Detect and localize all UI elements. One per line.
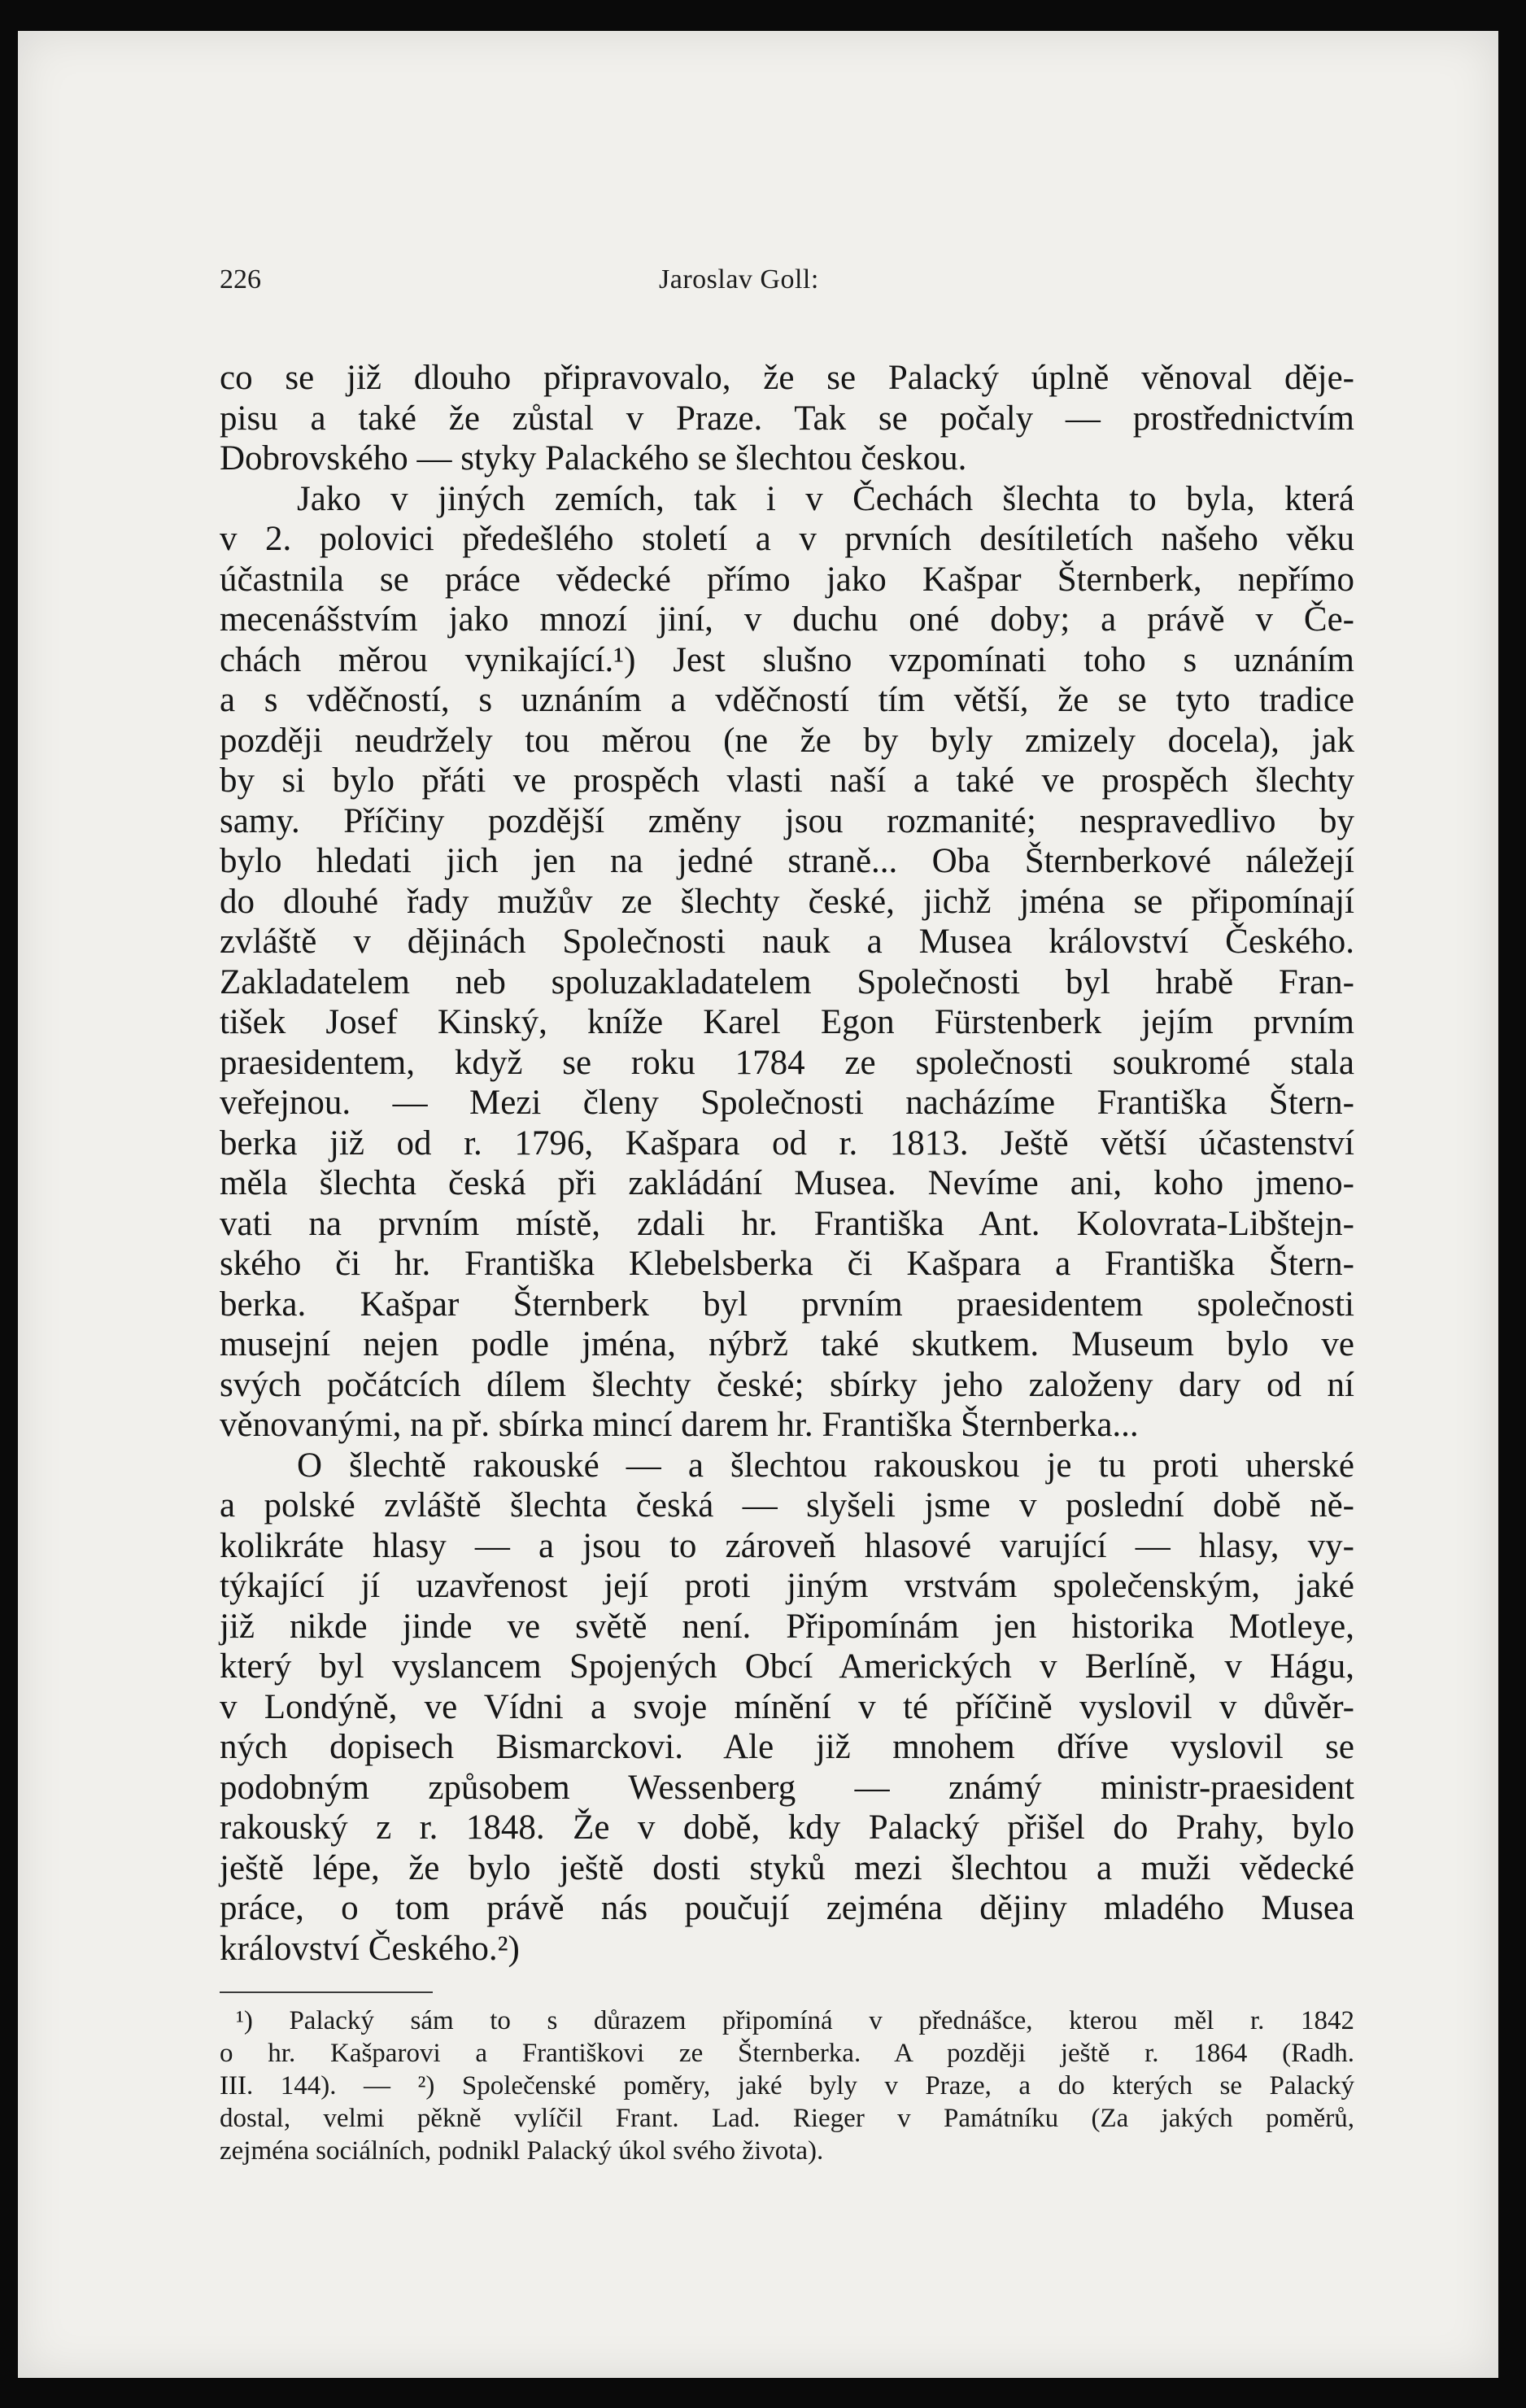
- text-line: berka již od r. 1796, Kašpara od r. 1813. Ještě větší účastenství: [220, 1123, 1354, 1163]
- page-number: 226: [220, 264, 261, 294]
- text-line: musejní nejen podle jména, nýbrž také skutkem. Museum bylo ve: [220, 1325, 1354, 1363]
- footnote-line: dostal, velmi pěkně vylíčil Frant. Lad. Rieger v Památníku (Za jakých poměrů,: [220, 2104, 1354, 2133]
- text-line: Jako v jiných zemích, tak i v Čechách šlechta to byla, která: [297, 479, 1354, 518]
- text-line: ještě lépe, že bylo ještě dosti styků mezi šlechtou a muži vědecké: [220, 1848, 1354, 1887]
- text-line: veřejnou. — Mezi členy Společnosti nacházíme Františka Štern-: [220, 1084, 1354, 1122]
- text-line: rakouský z r. 1848. Že v době, kdy Palacký přišel do Prahy, bylo: [220, 1808, 1354, 1847]
- text-line: chách měrou vynikající.¹) Jest slušno vzpomínati toho s uznáním: [220, 640, 1354, 679]
- text-line: tišek Josef Kinský, kníže Karel Egon Fürstenberk jejím prvním: [220, 1003, 1354, 1041]
- text-line: mecenášstvím jako mnozí jiní, v duchu oné doby; a právě v Če-: [220, 600, 1354, 639]
- text-line: kolikráte hlasy — a jsou to zároveň hlasové varující — hlasy, vy-: [220, 1526, 1354, 1565]
- text-line: již nikde jinde ve světě není. Připomínám jen historika Motleye,: [220, 1607, 1354, 1646]
- text-line: vati na prvním místě, zdali hr. Františka Ant. Kolovrata-Libštejn-: [220, 1204, 1354, 1243]
- footnote-line: ¹) Palacký sám to s důrazem připomíná v přednášce, kterou měl r. 1842: [236, 2006, 1354, 2035]
- text-line: pisu a také že zůstal v Praze. Tak se počaly — prostřednictvím: [220, 399, 1354, 438]
- text-line: podobným způsobem Wessenberg — známý ministr-praesident: [220, 1768, 1354, 1807]
- text-line: týkající jí uzavřenost její proti jiným vrstvám společenským, jaké: [220, 1567, 1354, 1605]
- text-line: bylo hledati jich jen na jedné straně... Oba Šternberkové náležejí: [220, 842, 1354, 880]
- text-line: který byl vyslancem Spojených Obcí Amerických v Berlíně, v Hágu,: [220, 1647, 1354, 1686]
- page-header: [18, 264, 1498, 313]
- text-line: účastnila se práce vědecké přímo jako Kašpar Šternberk, nepřímo: [220, 560, 1354, 599]
- text-line: Dobrovského — styky Palackého se šlechtou českou.: [220, 439, 967, 478]
- text-line: zvláště v dějinách Společnosti nauk a Musea království Českého.: [220, 923, 1354, 961]
- text-line: O šlechtě rakouské — a šlechtou rakouskou je tu proti uherské: [297, 1446, 1354, 1485]
- text-line: práce, o tom právě nás poučují zejména dějiny mladého Musea: [220, 1889, 1354, 1927]
- footnote-divider: [220, 1991, 433, 1993]
- text-line: věnovanými, na př. sbírka mincí darem hr. Františka Šternberka...: [220, 1406, 1139, 1444]
- text-line: království Českého.²): [220, 1929, 520, 1968]
- text-line: samy. Příčiny pozdější změny jsou rozmanité; nespravedlivo by: [220, 801, 1354, 840]
- footnotes: [220, 2004, 1354, 2167]
- text-line: Zakladatelem neb spoluzakladatelem Společnosti byl hrabě Fran-: [220, 962, 1354, 1001]
- footnote-line: zejména sociálních, podnikl Palacký úkol svého života).: [220, 2136, 824, 2166]
- text-line: ných dopisech Bismarckovi. Ale již mnohem dříve vyslovil se: [220, 1728, 1354, 1766]
- book-page: [18, 31, 1498, 2378]
- text-line: v 2. polovici předešlého století a v prvních desítiletích našeho věku: [220, 520, 1354, 558]
- running-head: Jaroslav Goll:: [659, 264, 819, 294]
- text-line: a s vděčností, s uznáním a vděčností tím větší, že se tyto tradice: [220, 681, 1354, 719]
- text-line: ského či hr. Františka Klebelsberka či Kašpara a Františka Štern-: [220, 1245, 1354, 1283]
- text-line: berka. Kašpar Šternberk byl prvním praesidentem společnosti: [220, 1285, 1354, 1324]
- text-line: v Londýně, ve Vídni a svoje mínění v té příčině vyslovil v důvěr-: [220, 1687, 1354, 1726]
- footnote-line: o hr. Kašparovi a Františkovi ze Šternberka. A později ještě r. 1864 (Radh.: [220, 2039, 1354, 2068]
- body-text: [220, 358, 1354, 1969]
- text-line: by si bylo přáti ve prospěch vlasti naší a také ve prospěch šlechty: [220, 761, 1354, 800]
- text-line: měla šlechta česká při zakládání Musea. Nevíme ani, koho jmeno-: [220, 1164, 1354, 1202]
- text-line: co se již dlouho připravovalo, že se Palacký úplně věnoval děje-: [220, 359, 1354, 397]
- footnote-line: III. 144). — ²) Společenské poměry, jaké byly v Praze, a do kterých se Palacký: [220, 2071, 1354, 2100]
- text-line: do dlouhé řady mužův ze šlechty české, jichž jména se připomínají: [220, 882, 1354, 921]
- text-line: svých počátcích dílem šlechty české; sbírky jeho založeny dary od ní: [220, 1365, 1354, 1404]
- text-line: praesidentem, když se roku 1784 ze společnosti soukromé stala: [220, 1043, 1354, 1082]
- text-line: a polské zvláště šlechta česká — slyšeli jsme v poslední době ně-: [220, 1486, 1354, 1525]
- text-line: později neudržely tou měrou (ne že by byly zmizely docela), jak: [220, 721, 1354, 760]
